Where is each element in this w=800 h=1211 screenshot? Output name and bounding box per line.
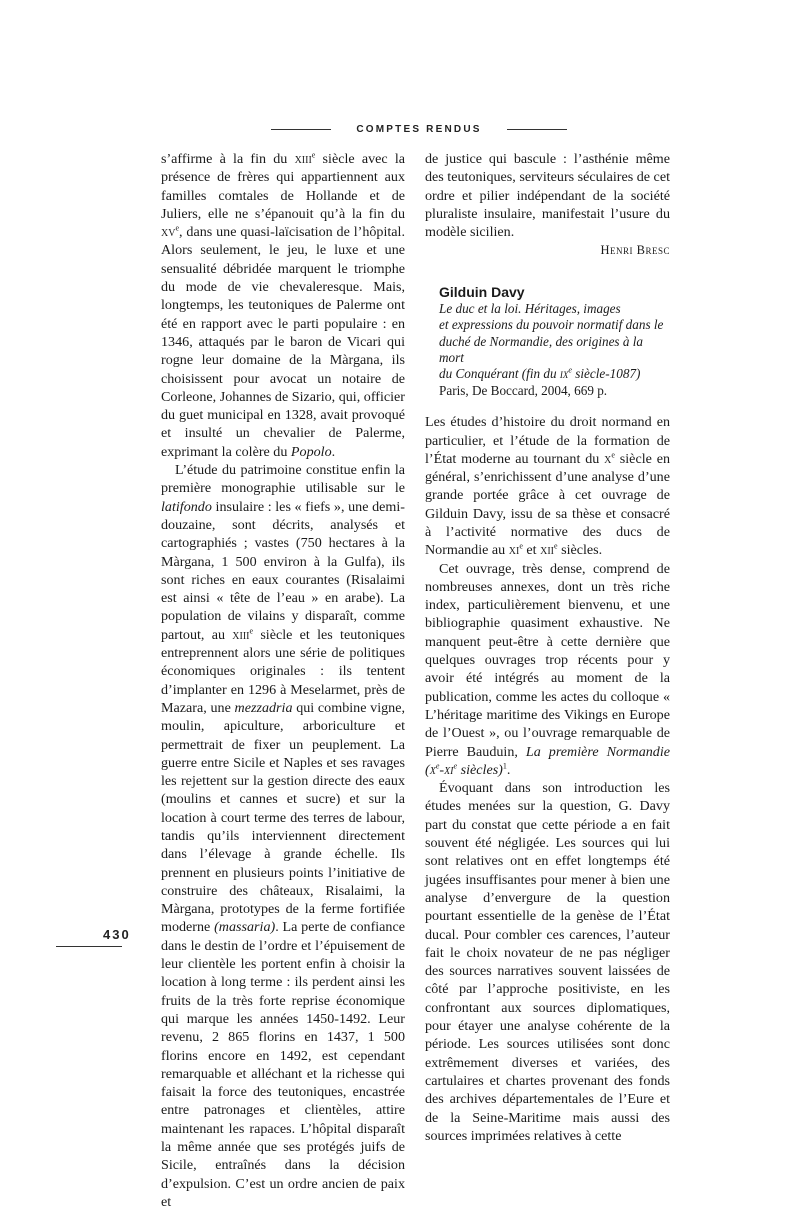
review-book-title-line-1: Le duc et la loi. Héritages, images	[439, 300, 621, 316]
review-paragraph-2: Cet ouvrage, très dense, comprend de nombreuses annexes, dont un très riche index, particulièrement bienvenu, et une bibliographie quasiment exhaustive. Ne manquent peut-être à cette dernière que quelques ouvrages trop récents pour y avoir été intégrés au moment de la publication, comme les actes du colloque « L’héritage maritime des Vikings en Europe de l’Ouest », ou l’ouvrage remarquable de Pierre Bauduin, La première Normandie ($x^e-xi^e$ siècles)$^1$.	[425, 560, 671, 778]
running-head-rule-right	[507, 129, 567, 130]
review-book-title-line-2: et expressions du pouvoir normatif dans le	[439, 317, 664, 333]
running-head-rule-left	[271, 129, 331, 130]
left-paragraph-1: s’affirme à la fin du xiii$^e$ siècle avec la présence de frères qui appartiennent aux familles comtales de Hollande et de Juliers, elle ne s’épanouit qu’à la fin du $xv^e$, dans une quasi-laïcisation de l’hôpital. Alors seulement, le jeu, le luxe et une sensualité débridée marquent le triomphe du mode de vie chevaleresque. Mais, longtemps, les teutoniques de Palerme ont été en rapport avec le parti populaire : en 1346, attaqués par le baron de Vicari qui rogne leur domaine de la Màrgana, ils choisissent pour avocat un notaire de Corleone, Johannes de Sizario, qui, officier du guet municipal en 1328, avait provoqué et insulté un chevalier de Palerme, exprimant la colère du Popolo.	[161, 150, 406, 460]
review-paragraph-3: Évoquant dans son introduction les études menées sur la question, G. Davy part du constat que cette période a en fait souvent été négligée. Les sources qui lui sont relatives ont en effet longtemps été jugées insuffisantes pour mener à bien une analyse d’envergure de la question pourtant essentielle de la genèse de l’État ducal. Pour combler ces carences, l’auteur fait le choix novateur de ne pas négliger des sources narratives souvent laissées de côté par l’approche positiviste, en les confrontant aux sources diplomatiques, pour étayer une analyse cohérente de la période. Les sources utilisées sont donc extrêmement diverses et variées, des cartulaires et chartes provenant des fonds des archives départementales de l’Eure et de la Seine-Maritime mais aussi des sources imprimées relatives à cette	[425, 780, 670, 1144]
review-publication: Paris, De Boccard, 2004, 669 p.	[439, 382, 608, 398]
right-continuation: de justice qui bascule : l’asthénie même des teutoniques, serviteurs séculaires de cet ordre et pilier indépendant de la société pluraliste insulaire, manifestait l’usure du modèle sicilien.	[425, 151, 670, 241]
running-head-title: COMPTES RENDUS	[356, 123, 482, 135]
left-paragraph-2: L’étude du patrimoine constitue enfin la première monographie utilisable sur le latifondo insulaire : les « fiefs », une demi-douzaine, sont décrits, analysés et cartographiés ; vastes (750 hectares à la Màrgana, 1 500 environ à la Gulfa), ils sont riches en eaux courantes (Risalaimi est ainsi « tête de l’eau » en arabe). La population de vilains y disparaît, comme partout, au xiii$^e$ siècle et les teutoniques entreprennent alors une série de politiques économiques originales : ils tentent d’implanter en 1296 à Meselarmet, près de Mazara, une mezzadria qui combine vigne, moulin, apiculture, arboriculture et permettrait de fixer un peuplement. La guerre entre Sicile et Naples et ses ravages les rejettent sur la gestion directe des eaux (moulins et cannes et sucre) et sur la location à court terme des terres de labour, tandis qu’ils interviennent directement dans l’élevage à grande échelle. Ils prennent en plusieurs points l’initiative de construire des châteaux, Risalaimi, la Màrgana, prototypes de la ferme fortifiée moderne (massaria). La perte de confiance dans le destin de l’ordre et l’épuisement de leur clientèle les portent enfin à choisir la location à long terme : ils perdent ainsi les fruits de la très forte reprise économique qui marque les années 1450-1492. Leur revenu, 2 865 florins en 1437, 1 500 florins encore en 1492, est cependant remarquable et alléchant et la richesse qui faisait la force des teutoniques, encastrée entre patronages et clientèles, attire maintenant les rapaces. L’hôpital disparaît la même année que ses protégés juifs de Sicile, entraînés dans la décision d’expulsion. C’est un ordre ancien de paix et	[161, 462, 406, 1210]
review-book-title-line-4: du Conquérant (fin du $ix^e$ siècle-1087)	[439, 366, 641, 382]
reviewer-signature: Henri Bresc	[600, 243, 670, 258]
review-paragraph-1: Les études d’histoire du droit normand en particulier, et l’étude de la formation de l’État moderne au tournant du $x^e$ siècle en général, s’enrichissent d’une analyse d’une grande portée grâce à cet ouvrage de Gilduin Davy, issu de sa thèse et consacré à l’activité normative des ducs de Normandie au $xi^e$ et xii$^e$ siècles.	[425, 414, 671, 559]
footnote-marker: 1	[502, 761, 507, 771]
review-book-author: Gilduin Davy	[439, 283, 525, 300]
review-body	[425, 413, 670, 1145]
left-column	[161, 150, 405, 1211]
review-book-title-line-3: duché de Normandie, des origines à la mort	[439, 333, 644, 365]
right-column	[425, 150, 670, 1145]
page-number: 430	[103, 927, 131, 942]
page-number-rule	[56, 946, 122, 947]
review-header	[425, 283, 670, 399]
running-head	[271, 122, 567, 136]
